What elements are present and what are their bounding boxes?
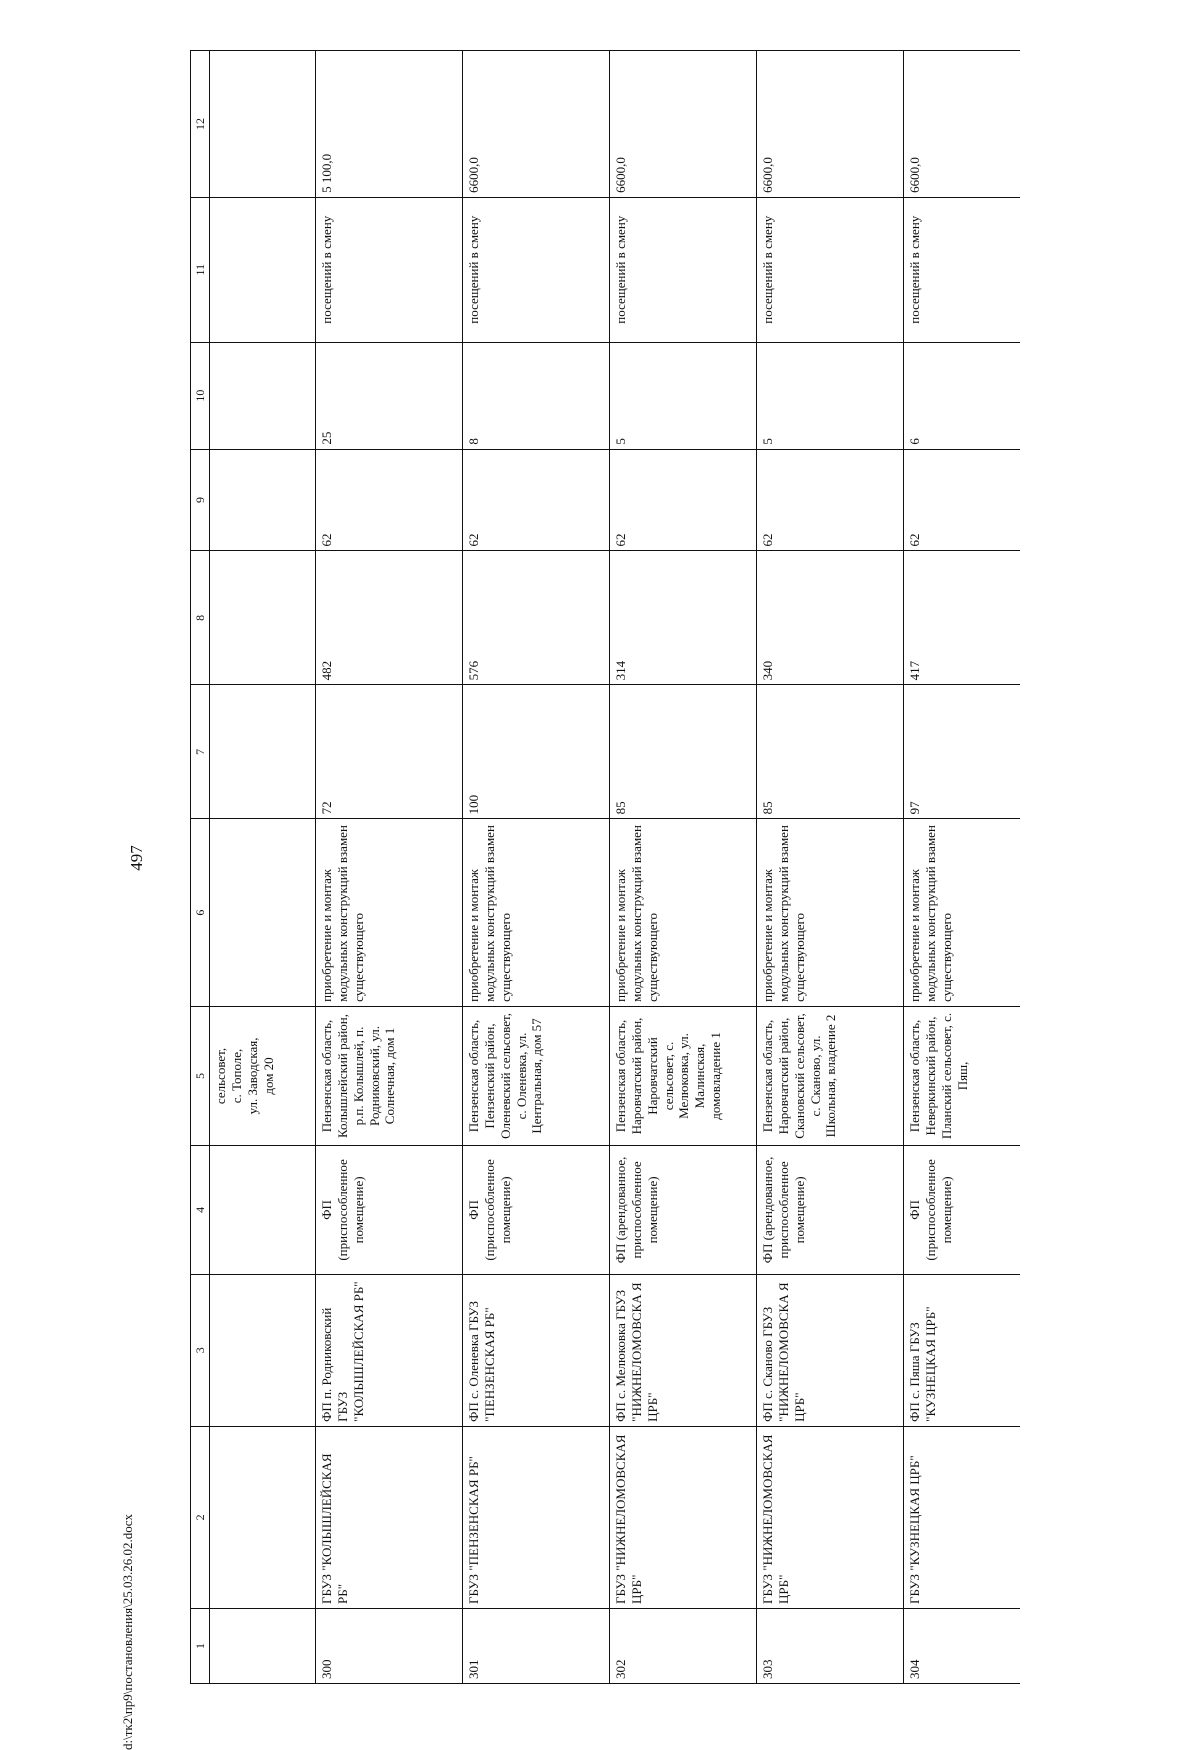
work-description: приобретение и монтаж модульных конструкций взамен существующего <box>904 819 1021 1007</box>
unit-name: ФП п. Родниковский ГБУЗ "КОЛЫШЛЕЙСКАЯ РБ" <box>316 1274 463 1426</box>
facility-type: ФП (приспособленное помещение) <box>463 1146 610 1275</box>
table-rotation-wrapper <box>190 50 1020 1684</box>
footer-file-path: d:\тк2\пр9\постановления\25.03.26.02.docx <box>120 1513 135 1750</box>
value-col8: 314 <box>610 551 757 685</box>
page-number: 497 <box>127 845 146 871</box>
value-col8: 417 <box>904 551 1021 685</box>
address: Пензенская область, Неверкинский район, Планский сельсовет, с. Пяш, <box>904 1006 1021 1145</box>
data-table <box>190 50 1020 1684</box>
row-number: 301 <box>463 1609 610 1684</box>
column-number-row <box>191 51 210 1684</box>
unit-name: ФП с. Сканово ГБУЗ "НИЖНЕЛОМОВСКА Я ЦРБ" <box>757 1274 904 1426</box>
column-number: 12 <box>191 51 210 198</box>
value-col9: 62 <box>316 449 463 551</box>
unit-of-measure: посещений в смену <box>316 197 463 342</box>
address: Пензенская область, Колышлейский район, р.п. Колышлей, п. Родниковский, ул. Солнечная, дом 1 <box>316 1006 463 1145</box>
unit-of-measure: посещений в смену <box>610 197 757 342</box>
address: Пензенская область, Наровчатский район, Скановский сельсовет, с. Сканово, ул. Школьная, владение 2 <box>757 1006 904 1145</box>
value-col9: 62 <box>610 449 757 551</box>
value-col12: 6600,0 <box>610 51 757 198</box>
value-col8: 482 <box>316 551 463 685</box>
value-col7: 97 <box>904 685 1021 819</box>
continued-address: сельсовет, с. Тополе, ул. Заводская, дом 20 <box>210 1006 316 1145</box>
work-description: приобретение и монтаж модульных конструкций взамен существующего <box>757 819 904 1007</box>
column-number: 1 <box>191 1609 210 1684</box>
column-number: 8 <box>191 551 210 685</box>
value-col10: 8 <box>463 342 610 449</box>
value-col10: 25 <box>316 342 463 449</box>
value-col12: 6600,0 <box>904 51 1021 198</box>
value-col10: 5 <box>757 342 904 449</box>
table-row <box>463 51 610 1684</box>
unit-name: ФП с. Оленевка ГБУЗ "ПЕНЗЕНСКАЯ РБ" <box>463 1274 610 1426</box>
organization-name: ГБУЗ "НИЖНЕЛОМОВСКАЯ ЦРБ" <box>610 1426 757 1608</box>
row-number: 302 <box>610 1609 757 1684</box>
organization-name: ГБУЗ "КУЗНЕЦКАЯ ЦРБ" <box>904 1426 1021 1608</box>
table-row <box>610 51 757 1684</box>
unit-of-measure: посещений в смену <box>757 197 904 342</box>
column-number: 3 <box>191 1274 210 1426</box>
value-col12: 6600,0 <box>757 51 904 198</box>
column-number: 11 <box>191 197 210 342</box>
address: Пензенская область, Наровчатский район, Наровчатский сельсовет, с. Мелюковка, ул. Малинская, домовладение 1 <box>610 1006 757 1145</box>
row-number: 304 <box>904 1609 1021 1684</box>
row-number: 303 <box>757 1609 904 1684</box>
value-col7: 72 <box>316 685 463 819</box>
column-number: 2 <box>191 1426 210 1608</box>
value-col7: 85 <box>757 685 904 819</box>
value-col7: 85 <box>610 685 757 819</box>
row-number: 300 <box>316 1609 463 1684</box>
organization-name: ГБУЗ "КОЛЫШЛЕЙСКАЯ РБ" <box>316 1426 463 1608</box>
value-col8: 340 <box>757 551 904 685</box>
work-description: приобретение и монтаж модульных конструкций взамен существующего <box>463 819 610 1007</box>
unit-of-measure: посещений в смену <box>904 197 1021 342</box>
address: Пензенская область, Пензенский район, Оленевский сельсовет, с. Оленевка, ул. Центральная, дом 57 <box>463 1006 610 1145</box>
value-col12: 5 100,0 <box>316 51 463 198</box>
organization-name: ГБУЗ "НИЖНЕЛОМОВСКАЯ ЦРБ" <box>757 1426 904 1608</box>
value-col12: 6600,0 <box>463 51 610 198</box>
column-number: 6 <box>191 819 210 1007</box>
table-row <box>904 51 1021 1684</box>
work-description: приобретение и монтаж модульных конструкций взамен существующего <box>610 819 757 1007</box>
table-row <box>757 51 904 1684</box>
value-col10: 6 <box>904 342 1021 449</box>
facility-type: ФП (приспособленное помещение) <box>316 1146 463 1275</box>
value-col7: 100 <box>463 685 610 819</box>
data-table-rotated <box>190 50 1020 1684</box>
value-col9: 62 <box>463 449 610 551</box>
facility-type: ФП (приспособленное помещение) <box>904 1146 1021 1275</box>
table-row <box>316 51 463 1684</box>
unit-of-measure: посещений в смену <box>463 197 610 342</box>
column-number: 10 <box>191 342 210 449</box>
unit-name: ФП с. Мелюковка ГБУЗ "НИЖНЕЛОМОВСКА Я ЦРБ" <box>610 1274 757 1426</box>
organization-name: ГБУЗ "ПЕНЗЕНСКАЯ РБ" <box>463 1426 610 1608</box>
column-number: 9 <box>191 449 210 551</box>
value-col8: 576 <box>463 551 610 685</box>
column-number: 5 <box>191 1006 210 1145</box>
column-number: 4 <box>191 1146 210 1275</box>
value-col10: 5 <box>610 342 757 449</box>
continuation-row <box>210 51 316 1684</box>
value-col9: 62 <box>904 449 1021 551</box>
column-number: 7 <box>191 685 210 819</box>
unit-name: ФП с. Пяша ГБУЗ "КУЗНЕЦКАЯ ЦРБ" <box>904 1274 1021 1426</box>
work-description: приобретение и монтаж модульных конструкций взамен существующего <box>316 819 463 1007</box>
value-col9: 62 <box>757 449 904 551</box>
table-body <box>316 51 1021 1684</box>
facility-type: ФП (арендованное, приспособленное помещение) <box>757 1146 904 1275</box>
facility-type: ФП (арендованное, приспособленное помещение) <box>610 1146 757 1275</box>
